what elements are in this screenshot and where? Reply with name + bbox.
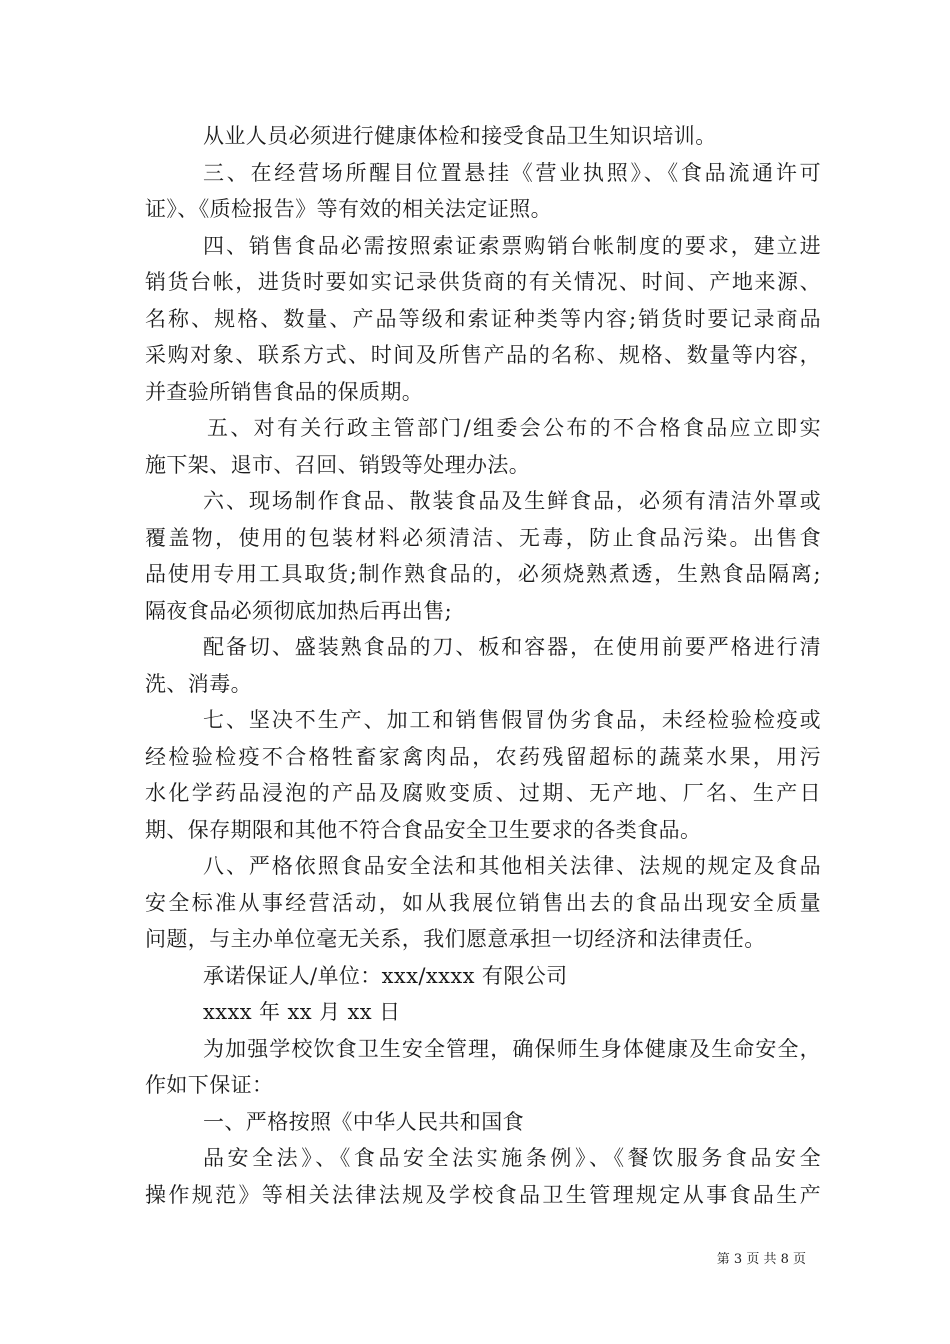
paragraph-line: 七、坚决不生产、加工和销售假冒伪劣食品，未经检验检疫或 — [203, 708, 821, 732]
paragraph-line: 品安全法》、《食品安全法实施条例》、《餐饮服务食品安全 — [203, 1146, 821, 1170]
paragraph-line: 隔夜食品必须彻底加热后再出售; — [145, 598, 453, 623]
paragraph-line: 三、在经营场所醒目位置悬挂《营业执照》、《食品流通许可 — [203, 160, 821, 185]
paragraph-line: 八、严格依照食品安全法和其他相关法律、法规的规定及食品 — [203, 854, 821, 878]
paragraph-line: 施下架、退市、召回、销毁等处理办法。 — [145, 452, 531, 477]
paragraph-line: 从业人员必须进行健康体检和接受食品卫生知识培训。 — [203, 124, 717, 148]
paragraph-line: 采购对象、联系方式、时间及所售产品的名称、规格、数量等内容， — [145, 343, 821, 367]
paragraph-line: 洗、消毒。 — [145, 671, 252, 696]
paragraph-line: 作如下保证： — [145, 1073, 274, 1097]
paragraph-line: 名称、规格、数量、产品等级和索证种类等内容;销货时要记录商品 — [145, 306, 821, 331]
paragraph-line: 一、严格按照《中华人民共和国食 — [203, 1109, 524, 1134]
paragraph-line: 问题，与主办单位毫无关系，我们愿意承担一切经济和法律责任。 — [145, 927, 766, 951]
signature-line: 承诺保证人/单位：xxx/xxxx 有限公司 — [203, 963, 568, 988]
date-line: xxxx 年 xx 月 xx 日 — [203, 1000, 401, 1024]
paragraph-line: 证》、《质检报告》等有效的相关法定证照。 — [145, 197, 552, 221]
paragraph-line: 销货台帐，进货时要如实记录供货商的有关情况、时间、产地来源、 — [145, 270, 821, 294]
paragraph-line: 为加强学校饮食卫生安全管理，确保师生身体健康及生命安全， — [203, 1036, 821, 1061]
paragraph-line: 覆盖物，使用的包装材料必须清洁、无毒，防止食品污染。出售食 — [145, 525, 821, 550]
paragraph-line: 并查验所销售食品的保质期。 — [145, 379, 424, 404]
paragraph-line: 五、对有关行政主管部门/组委会公布的不合格食品应立即实 — [207, 416, 821, 440]
paragraph-line: 期、保存期限和其他不符合食品安全卫生要求的各类食品。 — [145, 817, 702, 842]
paragraph-line: 水化学药品浸泡的产品及腐败变质、过期、无产地、厂名、生产日 — [145, 781, 821, 805]
document-body — [145, 118, 821, 1213]
paragraph-line: 四、销售食品必需按照索证索票购销台帐制度的要求，建立进 — [203, 233, 821, 258]
page-number: 第 3 页 共 8 页 — [716, 1252, 806, 1267]
paragraph-line: 经检验检疫不合格牲畜家禽肉品，农药残留超标的蔬菜水果，用污 — [145, 744, 821, 769]
paragraph-line: 品使用专用工具取货;制作熟食品的，必须烧熟煮透，生熟食品隔离; — [145, 562, 821, 586]
paragraph-line: 六、现场制作食品、散装食品及生鲜食品，必须有清洁外罩或 — [203, 489, 821, 513]
paragraph-line: 安全标准从事经营活动，如从我展位销售出去的食品出现安全质量 — [145, 890, 821, 915]
paragraph-line: 操作规范》等相关法律法规及学校食品卫生管理规定从事食品生产 — [145, 1182, 821, 1207]
paragraph-line: 配备切、盛装熟食品的刀、板和容器，在使用前要严格进行清 — [203, 635, 821, 659]
